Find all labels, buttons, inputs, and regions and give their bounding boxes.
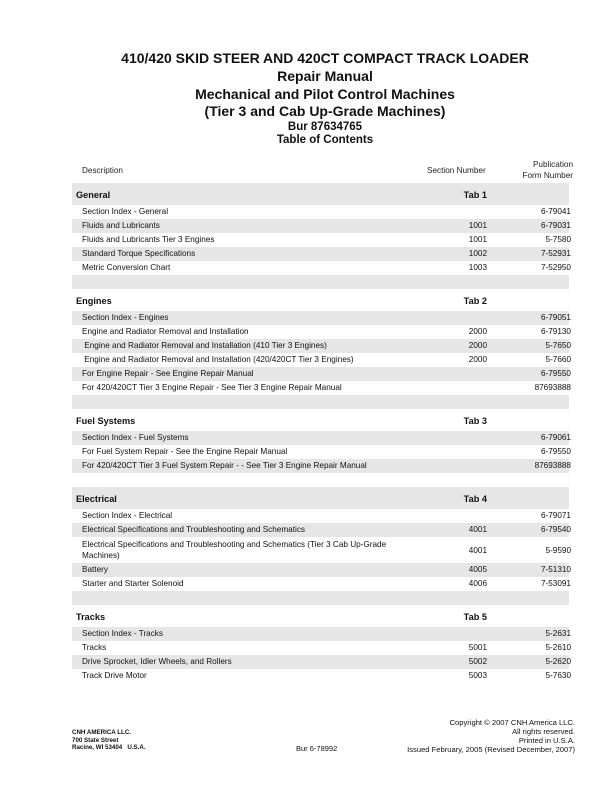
table-row (72, 627, 569, 641)
row-section-number: 5001 (468, 643, 487, 652)
row-section-number: 1001 (468, 221, 487, 230)
table-row (72, 367, 569, 381)
row-form-number: 5-7580 (545, 235, 571, 244)
company-address (72, 729, 146, 752)
row-description: Standard Torque Specifications (82, 249, 196, 258)
row-form-number: 7-52931 (540, 249, 571, 258)
table-row (72, 219, 569, 233)
manual-type: Repair Manual (277, 68, 373, 84)
table-row (72, 563, 569, 577)
spacer-row (72, 395, 569, 409)
row-section-number: 5002 (468, 657, 487, 666)
row-form-number: 6-79051 (540, 313, 571, 322)
row-description: Battery (82, 565, 108, 574)
toc-heading: Table of Contents (276, 134, 374, 146)
row-section-number: 4001 (468, 546, 487, 555)
row-description: Section Index - Electrical (82, 511, 173, 520)
column-header-publication (523, 159, 574, 181)
table-row (72, 233, 569, 247)
company-name: CNH AMERICA LLC. (72, 729, 132, 736)
row-form-number: 5-2631 (545, 629, 571, 638)
row-description: Engine and Radiator Removal and Installation (410 Tier 3 Engines) (82, 341, 327, 350)
document-title: 410/420 SKID STEER AND 420CT COMPACT TRACK LOADER (121, 50, 529, 66)
row-description: Tracks (82, 643, 107, 652)
manual-number: Bur 87634765 (287, 121, 363, 133)
row-description: Section Index - Fuel Systems (82, 433, 189, 442)
spacer-row (72, 275, 569, 289)
section-header-row (72, 487, 569, 509)
row-form-number: 6-79130 (540, 327, 571, 336)
row-form-number: 6-79041 (540, 207, 571, 216)
table-row (72, 339, 569, 353)
row-form-number: 6-79031 (540, 221, 571, 230)
row-description: Metric Conversion Chart (82, 263, 171, 272)
table-row (72, 445, 569, 459)
table-row (72, 459, 569, 473)
row-description: For 420/420CT Tier 3 Fuel System Repair - - See Tier 3 Engine Repair Manual (82, 461, 367, 470)
row-description: Starter and Starter Solenoid (82, 579, 184, 588)
spacer-row (72, 591, 569, 605)
company-city: Racine, WI 53404 U.S.A. (72, 744, 146, 751)
row-form-number: 6-79540 (540, 525, 571, 534)
table-row (72, 205, 569, 219)
row-form-number: 5-7650 (545, 341, 571, 350)
row-description: Drive Sprocket, Idler Wheels, and Rollers (82, 657, 232, 666)
rights: All rights reserved. (512, 727, 575, 736)
company-street: 700 State Street (72, 736, 119, 744)
row-description: Engine and Radiator Removal and Installation (82, 327, 249, 336)
section-header-row (72, 409, 569, 431)
section-header-row (72, 605, 569, 627)
row-description: Section Index - Engines (82, 313, 169, 322)
section-name: Electrical (76, 494, 117, 504)
table-row (72, 381, 569, 395)
section-name: Engines (76, 296, 112, 306)
table-row (72, 509, 569, 523)
table-of-contents (72, 183, 569, 683)
row-description: Fluids and Lubricants Tier 3 Engines (82, 235, 215, 244)
printed: Printed in U.S.A. (518, 736, 575, 745)
row-form-number: 5-9590 (545, 546, 571, 555)
row-description: For 420/420CT Tier 3 Engine Repair - See Tier 3 Engine Repair Manual (82, 383, 342, 392)
row-form-number: 5-7630 (545, 671, 571, 680)
section-header-row (72, 183, 569, 205)
table-row (72, 641, 569, 655)
table-row (72, 353, 569, 367)
table-row (72, 311, 569, 325)
row-form-number: 87693888 (534, 383, 571, 392)
row-section-number: 1003 (468, 263, 487, 272)
section-tab: Tab 4 (463, 494, 487, 504)
row-description: Engine and Radiator Removal and Installation (420/420CT Tier 3 Engines) (82, 355, 354, 364)
row-section-number: 2000 (468, 355, 487, 364)
row-section-number: 2000 (468, 341, 487, 350)
section-name: General (76, 190, 111, 200)
table-row (72, 261, 569, 275)
row-section-number: 5003 (468, 671, 487, 680)
row-description: For Fuel System Repair - See the Engine Repair Manual (82, 447, 288, 456)
column-header-section-number: Section Number (427, 166, 486, 175)
row-form-number: 5-7660 (545, 355, 571, 364)
copyright: Copyright © 2007 CNH America LLC. (449, 718, 575, 727)
row-form-number: 6-79550 (540, 447, 571, 456)
row-form-number: 7-51310 (540, 565, 571, 574)
manual-subtitle: Mechanical and Pilot Control Machines (195, 86, 455, 102)
column-header-publication-line1: Publication (532, 160, 573, 169)
row-description: Section Index - Tracks (82, 629, 163, 638)
table-row (72, 325, 569, 339)
column-header-publication-line2: Form Number (522, 171, 573, 180)
row-description: Track Drive Motor (82, 671, 147, 680)
row-section-number: 4006 (468, 579, 487, 588)
section-tab: Tab 2 (463, 296, 487, 306)
copyright-block (407, 718, 575, 754)
manual-subtitle-2: (Tier 3 and Cab Up-Grade Machines) (204, 103, 446, 119)
table-row (72, 537, 569, 563)
row-form-number: 7-52950 (540, 263, 571, 272)
section-tab: Tab 3 (463, 416, 487, 426)
row-section-number: 1001 (468, 235, 487, 244)
table-row (72, 577, 569, 591)
table-row (72, 431, 569, 445)
row-description: For Engine Repair - See Engine Repair Manual (82, 369, 254, 378)
table-row (72, 247, 569, 261)
section-tab: Tab 1 (463, 190, 487, 200)
column-header-description: Description (82, 166, 123, 175)
section-tab: Tab 5 (463, 612, 487, 622)
row-form-number: 5-2620 (545, 657, 571, 666)
section-name: Fuel Systems (76, 416, 136, 426)
section-header-row (72, 289, 569, 311)
row-section-number: 2000 (468, 327, 487, 336)
row-description: Section Index - General (82, 207, 169, 216)
row-form-number: 6-79071 (540, 511, 571, 520)
row-form-number: 6-79061 (540, 433, 571, 442)
table-row (72, 655, 569, 669)
issued: Issued February, 2005 (Revised December, 2007) (407, 745, 575, 754)
row-form-number: 5-2610 (545, 643, 571, 652)
row-form-number: 7-53091 (540, 579, 571, 588)
row-description: Fluids and Lubricants (82, 221, 160, 230)
section-name: Tracks (76, 612, 106, 622)
table-row (72, 669, 569, 683)
row-form-number: 6-79550 (540, 369, 571, 378)
row-description: Electrical Specifications and Troubleshooting and Schematics (Tier 3 Cab Up-Grade Machines) (82, 540, 387, 560)
table-row (72, 523, 569, 537)
spacer-row (72, 473, 569, 487)
document-number: Bur 6-78992 (296, 744, 338, 753)
row-section-number: 1002 (468, 249, 487, 258)
row-section-number: 4001 (468, 525, 487, 534)
row-form-number: 87693888 (534, 461, 571, 470)
row-description: Electrical Specifications and Troubleshooting and Schematics (82, 525, 306, 534)
row-section-number: 4005 (468, 565, 487, 574)
